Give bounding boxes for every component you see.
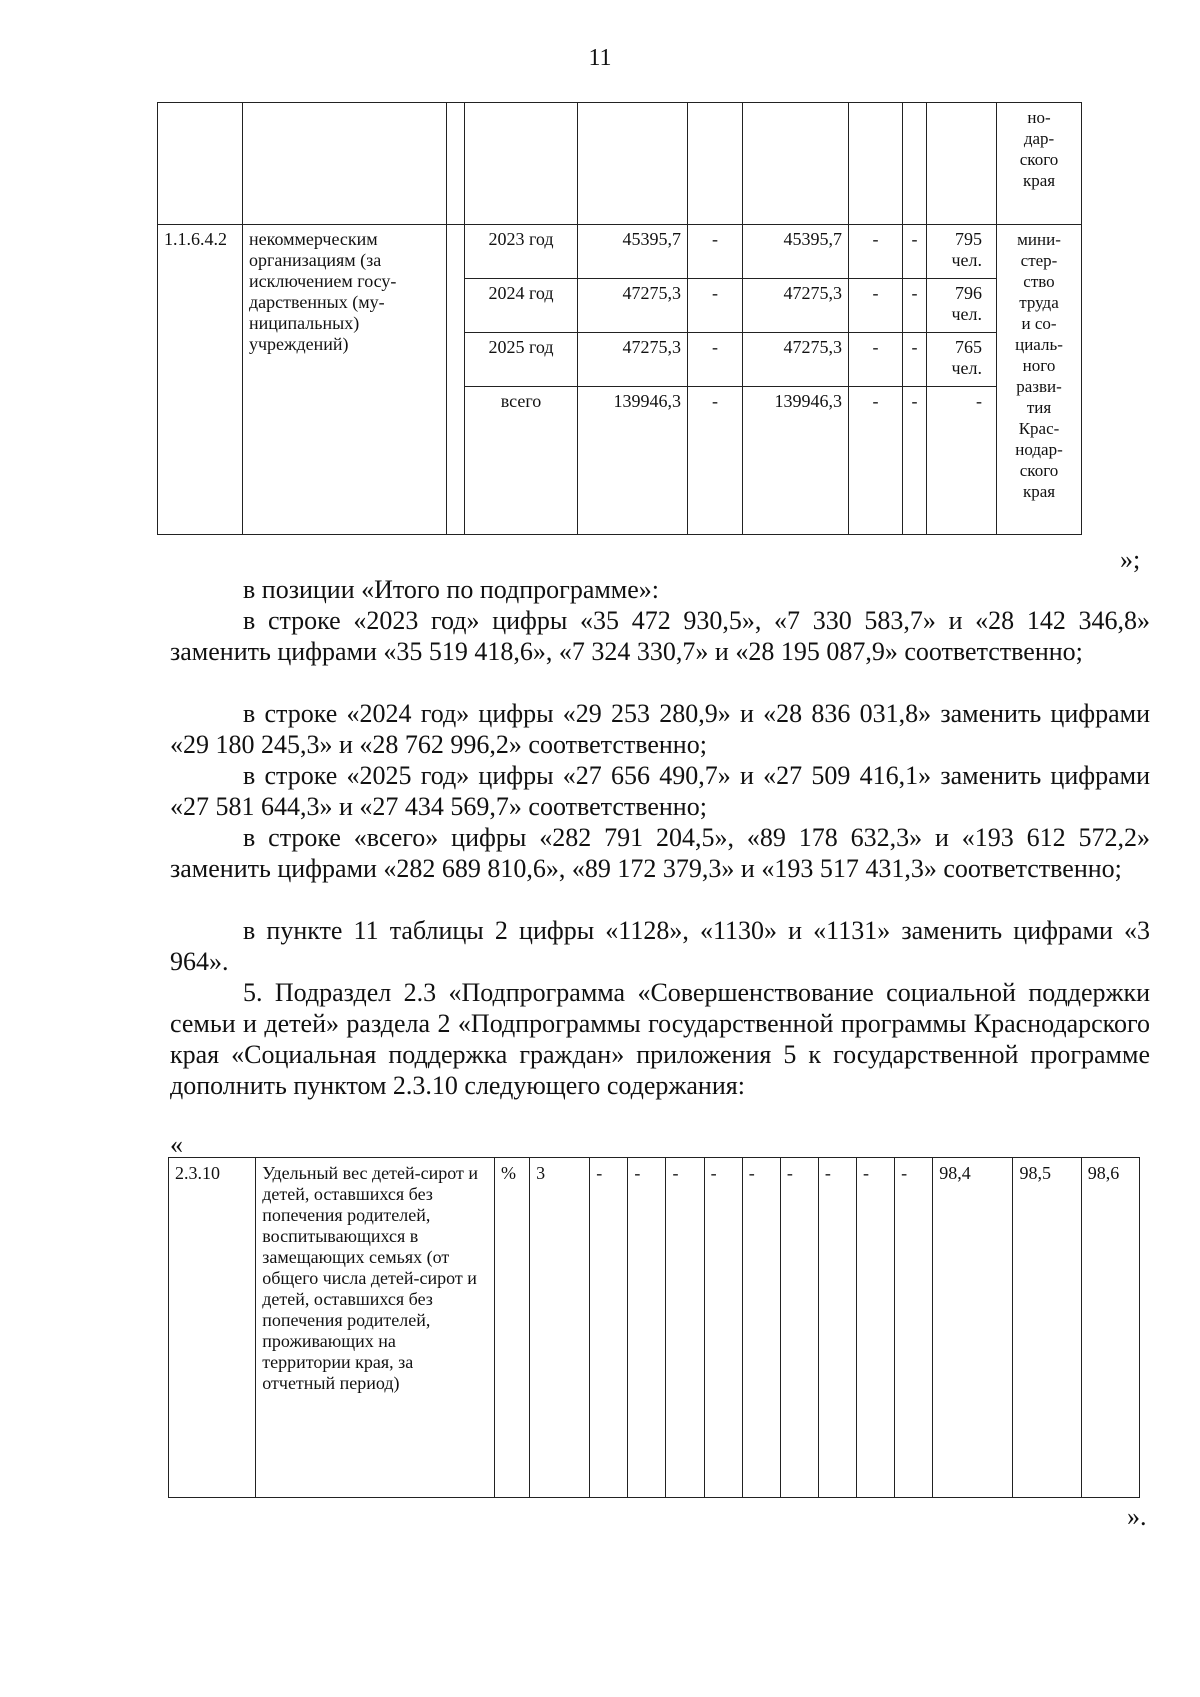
- federal-cell: -: [688, 333, 743, 387]
- total-cell: 47275,3: [578, 279, 688, 333]
- dash-cell: -: [895, 1158, 933, 1498]
- result-cell: 795 чел.: [927, 225, 997, 279]
- closing-quote: »;: [1120, 545, 1141, 574]
- page-number: 11: [588, 45, 612, 71]
- dash-cell: -: [628, 1158, 666, 1498]
- year-cell: 2024 год: [465, 279, 578, 333]
- regional-cell: 45395,7: [743, 225, 849, 279]
- extra-cell: -: [903, 279, 927, 333]
- dash-cell: -: [780, 1158, 818, 1498]
- dash-cell: -: [704, 1158, 742, 1498]
- regional-cell: 47275,3: [743, 333, 849, 387]
- year-cell: 2025 год: [465, 333, 578, 387]
- executor-tail-cell: но- дар- ского края: [997, 103, 1082, 225]
- paragraph: в позиции «Итого по подпрограмме»:: [243, 575, 660, 604]
- total-cell: 45395,7: [578, 225, 688, 279]
- paragraph: в строке «2025 год» цифры «27 656 490,7» и «27 509 416,1» заменить цифрами «27 581 644,3» и «27 434 569,7» соответственно;: [170, 761, 1150, 821]
- local-cell: -: [849, 279, 903, 333]
- year-cell: 2023 год: [465, 225, 578, 279]
- result-cell: 796 чел.: [927, 279, 997, 333]
- local-cell: -: [849, 225, 903, 279]
- result-cell: -: [927, 387, 997, 535]
- value-2025: 98,6: [1081, 1158, 1139, 1498]
- opening-quote: «: [170, 1130, 183, 1159]
- dash-cell: -: [818, 1158, 856, 1498]
- value-2023: 98,4: [933, 1158, 1013, 1498]
- table-row-header-tail: [158, 103, 1082, 225]
- paragraph: 5. Подраздел 2.3 «Подпрограмма «Совершенствование социальной поддержки семьи и детей» раздела 2 «Подпрограммы государственной программы Краснодарского края «Социальная поддержка граждан» приложения 5 к государственной программе дополнить пунктом 2.3.10 следующего содержания:: [170, 978, 1150, 1100]
- paragraph: в пункте 11 таблицы 2 цифры «1128», «1130» и «1131» заменить цифрами «3 964».: [170, 916, 1150, 976]
- dash-cell: -: [590, 1158, 628, 1498]
- dash-cell: -: [666, 1158, 704, 1498]
- status-cell: 3: [530, 1158, 590, 1498]
- federal-cell: -: [688, 225, 743, 279]
- value-2024: 98,5: [1013, 1158, 1081, 1498]
- total-cell: 47275,3: [578, 333, 688, 387]
- dash-cell: -: [857, 1158, 895, 1498]
- total-cell: 139946,3: [578, 387, 688, 535]
- result-cell: 765 чел.: [927, 333, 997, 387]
- table-row: [169, 1158, 1140, 1498]
- paragraph: в строке «2024 год» цифры «29 253 280,9» и «28 836 031,8» заменить цифрами «29 180 245,3» и «28 762 996,2» соответственно;: [170, 699, 1150, 759]
- row-code: 1.1.6.4.2: [158, 225, 243, 535]
- regional-cell: 47275,3: [743, 279, 849, 333]
- federal-cell: -: [688, 279, 743, 333]
- indicator-table: [168, 1157, 1140, 1498]
- closing-quote: ».: [1127, 1502, 1147, 1531]
- extra-cell: -: [903, 225, 927, 279]
- executor-cell: мини- стер- ство труда и со- циаль- ного разви- тия Крас- нодар- ского края: [997, 225, 1082, 535]
- row-description: некоммерческим организациям (за исключением госу-дарственных (му-ниципальных) учреждений): [243, 225, 447, 535]
- budget-table: [157, 102, 1082, 535]
- federal-cell: -: [688, 387, 743, 535]
- local-cell: -: [849, 333, 903, 387]
- paragraph: в строке «2023 год» цифры «35 472 930,5», «7 330 583,7» и «28 142 346,8» заменить цифрами «35 519 418,6», «7 324 330,7» и «28 195 087,9» соответственно;: [170, 606, 1150, 666]
- regional-cell: 139946,3: [743, 387, 849, 535]
- indicator-code: 2.3.10: [169, 1158, 256, 1498]
- year-cell: всего: [465, 387, 578, 535]
- extra-cell: -: [903, 387, 927, 535]
- paragraph: в строке «всего» цифры «282 791 204,5», «89 178 632,3» и «193 612 572,2» заменить цифрами «282 689 810,6», «89 172 379,3» и «193 517 431,3» соответственно;: [170, 823, 1150, 883]
- extra-cell: -: [903, 333, 927, 387]
- dash-cell: -: [742, 1158, 780, 1498]
- indicator-description: Удельный вес детей-сирот и детей, оставшихся без попечения родителей, воспитывающихся в замещающих семьях (от общего числа детей-сирот и детей, оставшихся без попечения родителей, проживающих на территории края, за отчетный период): [256, 1158, 495, 1498]
- local-cell: -: [849, 387, 903, 535]
- table-row: [158, 225, 1082, 279]
- unit-cell: %: [495, 1158, 530, 1498]
